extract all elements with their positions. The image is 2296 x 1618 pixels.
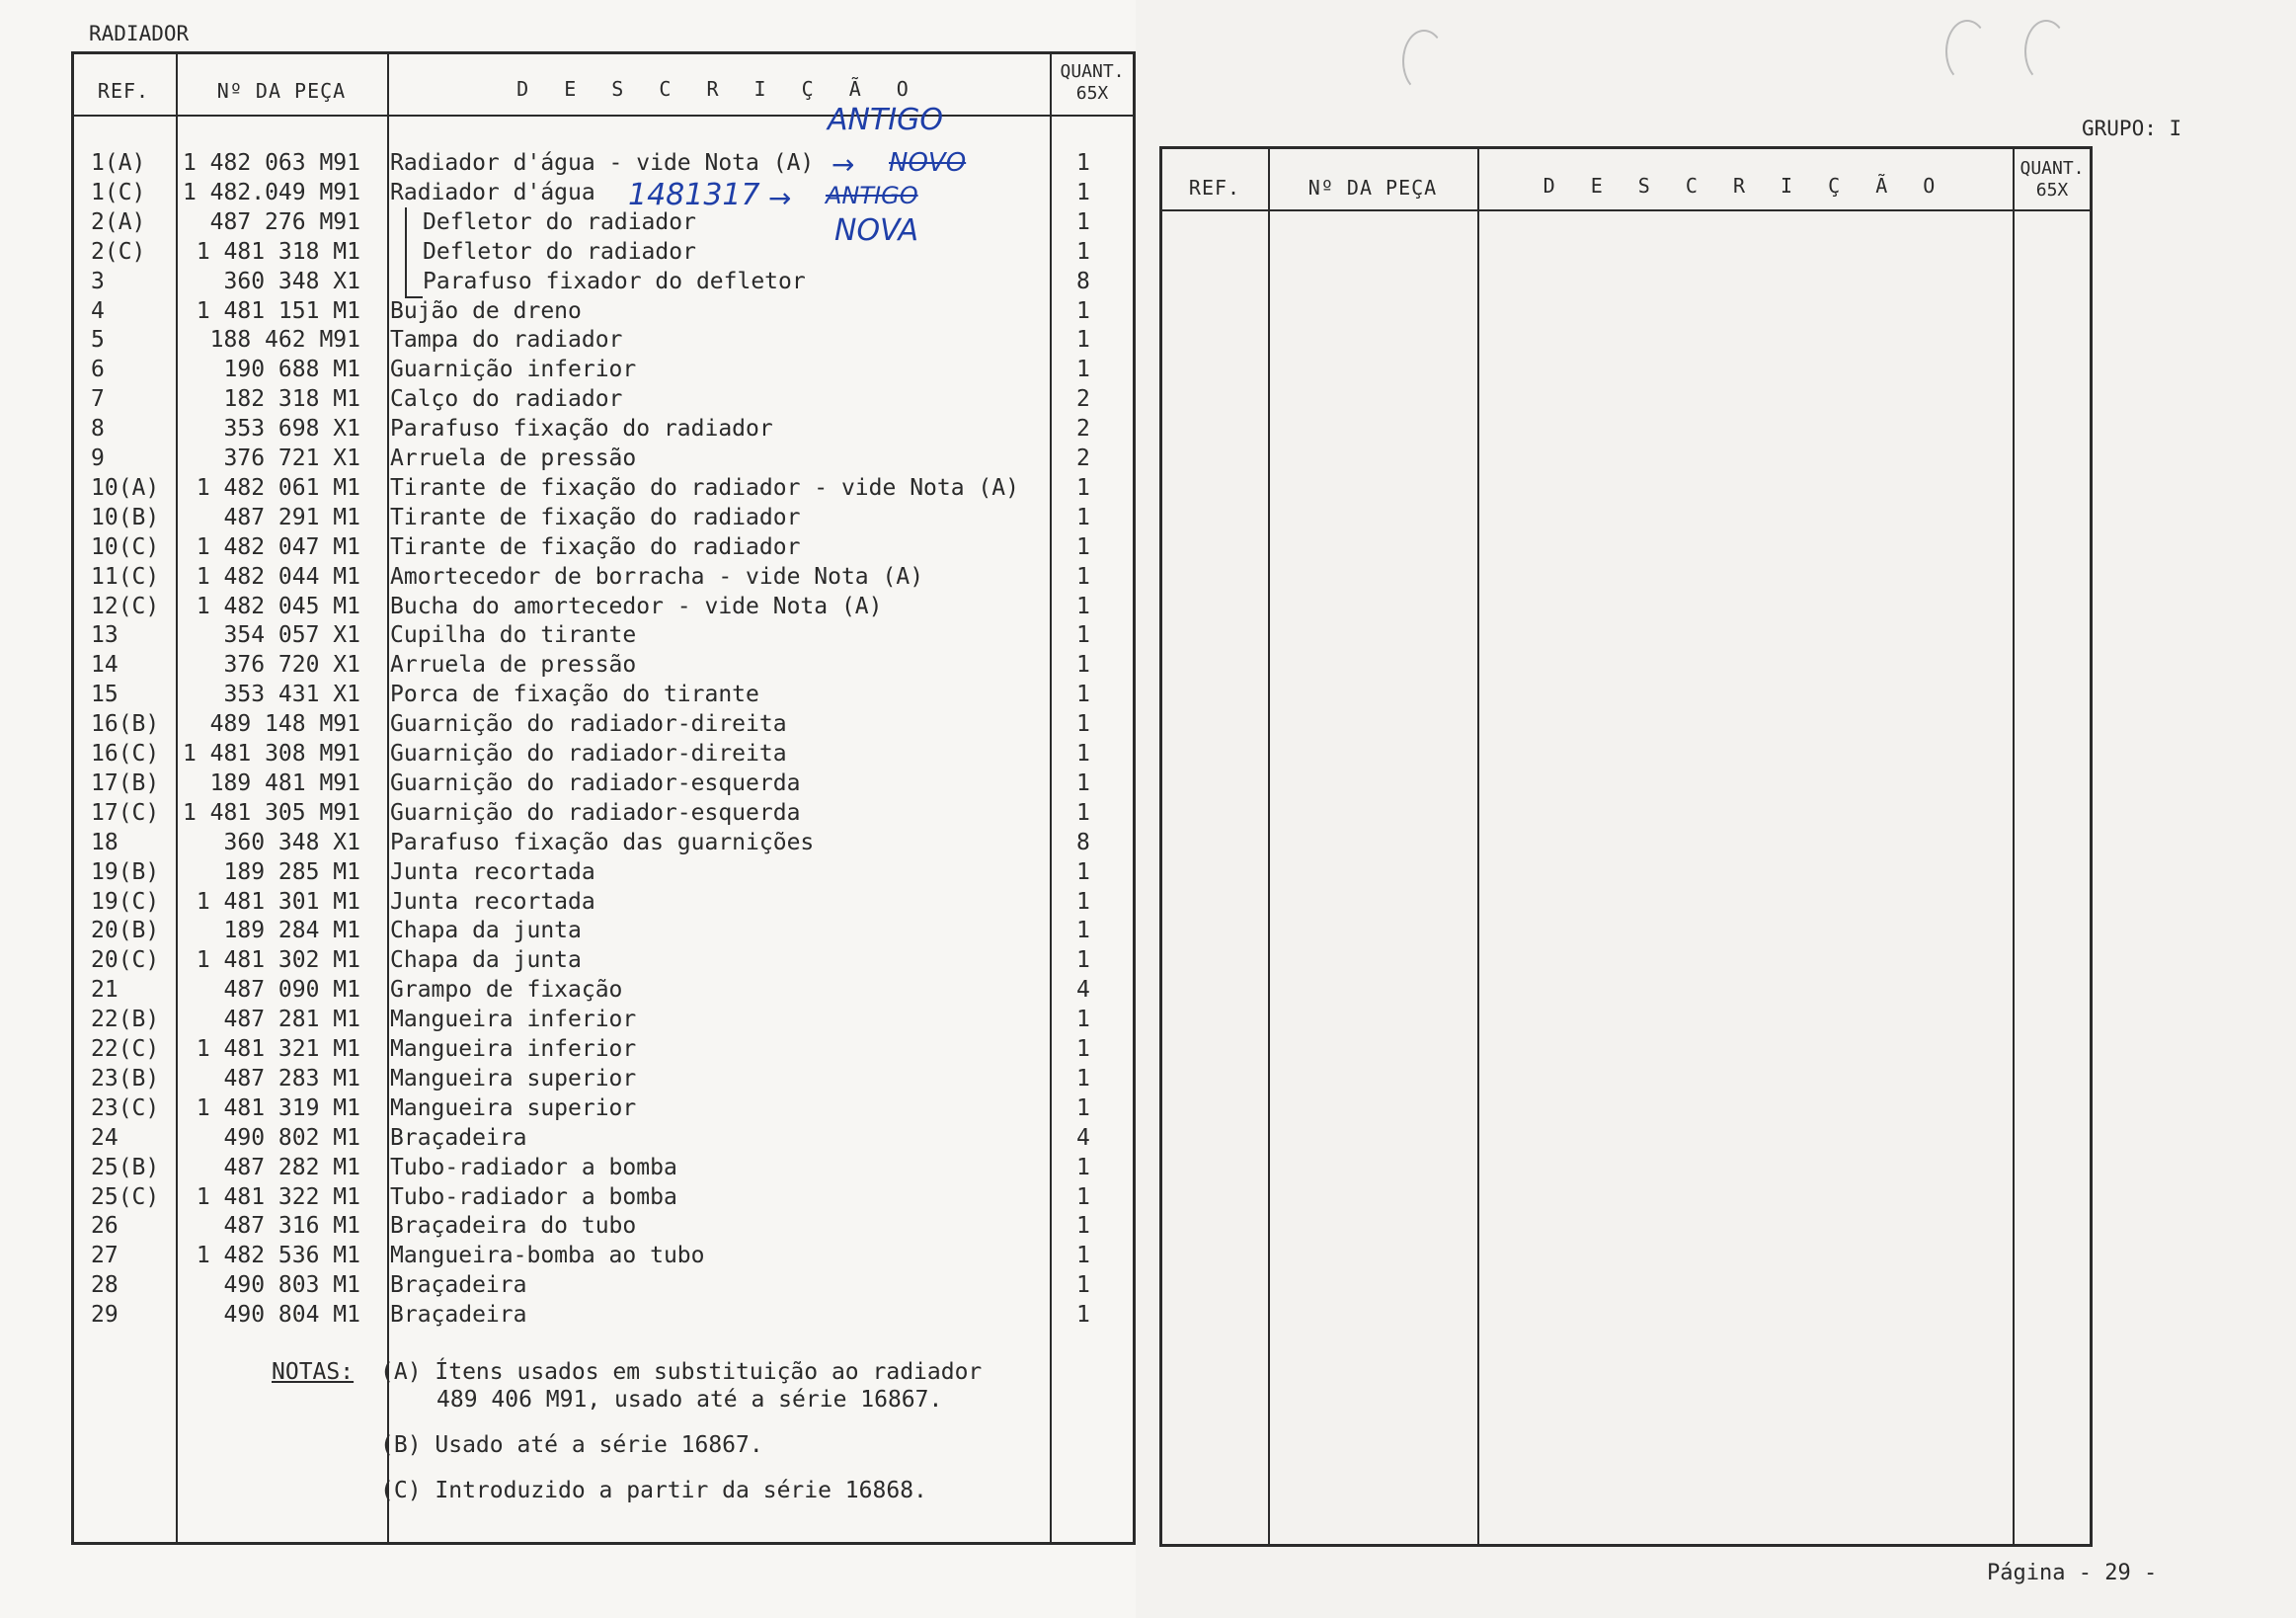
row-ref: 17(C) [91, 799, 160, 826]
row-quantity: 1 [1076, 593, 1090, 619]
row-quantity: 1 [1076, 888, 1090, 915]
row-ref: 1(A) [91, 150, 146, 176]
row-quantity: 1 [1076, 622, 1090, 649]
table-row [0, 178, 1136, 207]
row-quantity: 1 [1076, 682, 1090, 708]
row-ref: 1(C) [91, 179, 146, 205]
row-ref: 22(B) [91, 1007, 160, 1033]
row-part-number: 1 481 321 M1 [196, 1036, 360, 1062]
row-part-number: 1 481 308 M91 [182, 741, 360, 767]
right-header-ref: REF. [1188, 176, 1241, 200]
row-part-number: 1 482 047 M1 [196, 533, 360, 560]
row-part-number: 490 803 M1 [223, 1272, 360, 1299]
row-part-number: 487 283 M1 [223, 1065, 360, 1092]
row-description: Radiador d'água - vide Nota (A) [390, 150, 815, 176]
row-description: Tampa do radiador [390, 327, 623, 354]
table-row [0, 1093, 1136, 1123]
row-quantity: 4 [1076, 1124, 1090, 1151]
row-part-number: 487 090 M1 [223, 977, 360, 1004]
row-ref: 13 [91, 622, 119, 649]
row-description: Chapa da junta [390, 947, 582, 974]
row-part-number: 376 721 X1 [223, 445, 360, 471]
row-quantity: 1 [1076, 533, 1090, 560]
right-table-frame [1159, 146, 2093, 1547]
row-part-number: 1 482 045 M1 [196, 593, 360, 619]
row-ref: 27 [91, 1243, 119, 1269]
row-part-number: 489 148 M91 [209, 711, 360, 738]
table-row [0, 503, 1136, 532]
row-description: Tirante de fixação do radiador - vide Nota (A) [390, 474, 1019, 501]
table-row [0, 975, 1136, 1005]
table-row [0, 1005, 1136, 1034]
row-description: Defletor do radiador [423, 208, 696, 235]
row-description: Parafuso fixador do defletor [423, 268, 806, 294]
right-header-divider [1159, 209, 2093, 211]
right-header-description: D E S C R I Ç Ã O [1543, 174, 1947, 198]
right-header-part: Nº DA PEÇA [1307, 176, 1438, 200]
row-quantity: 1 [1076, 1036, 1090, 1062]
table-row [0, 945, 1136, 975]
row-description: Parafuso fixação do radiador [390, 416, 773, 443]
row-description: Tirante de fixação do radiador [390, 533, 801, 560]
row-ref: 19(B) [91, 858, 160, 885]
row-description: Braçadeira [390, 1124, 527, 1151]
row-part-number: 1 482 061 M1 [196, 474, 360, 501]
row-description: Mangueira inferior [390, 1036, 637, 1062]
row-description: Parafuso fixação das guarnições [390, 829, 815, 855]
header-description: D E S C R I Ç Ã O [516, 77, 920, 101]
table-row [0, 296, 1136, 326]
row-ref: 18 [91, 829, 119, 855]
row-part-number: 1 482 536 M1 [196, 1243, 360, 1269]
header-quant: QUANT. 65X [1060, 61, 1125, 104]
table-row [0, 1300, 1136, 1330]
row-quantity: 1 [1076, 1243, 1090, 1269]
row-quantity: 1 [1076, 504, 1090, 530]
table-row [0, 1241, 1136, 1270]
row-quantity: 1 [1076, 1094, 1090, 1121]
row-ref: 23(B) [91, 1065, 160, 1092]
row-part-number: 490 802 M1 [223, 1124, 360, 1151]
table-row [0, 769, 1136, 798]
row-ref: 29 [91, 1302, 119, 1329]
row-part-number: 1 481 318 M1 [196, 238, 360, 265]
row-quantity: 4 [1076, 977, 1090, 1004]
row-ref: 19(C) [91, 888, 160, 915]
row-quantity: 2 [1076, 416, 1090, 443]
row-quantity: 1 [1076, 179, 1090, 205]
row-quantity: 1 [1076, 238, 1090, 265]
row-quantity: 1 [1076, 711, 1090, 738]
table-row [0, 1153, 1136, 1182]
row-part-number: 1 481 301 M1 [196, 888, 360, 915]
row-ref: 24 [91, 1124, 119, 1151]
grouping-bracket [405, 207, 407, 298]
row-quantity: 1 [1076, 652, 1090, 679]
handwritten-antigo: ANTIGO [828, 103, 943, 137]
row-description: Defletor do radiador [423, 238, 696, 265]
note-b: (B) Usado até a série 16867. [380, 1432, 763, 1458]
grouping-bracket-foot [405, 296, 423, 298]
row-quantity: 1 [1076, 1183, 1090, 1210]
row-description: Guarnição do radiador-esquerda [390, 799, 801, 826]
table-row [0, 562, 1136, 592]
row-description: Amortecedor de borracha - vide Nota (A) [390, 563, 924, 590]
table-row [0, 620, 1136, 650]
table-row [0, 857, 1136, 887]
row-quantity: 2 [1076, 386, 1090, 413]
row-ref: 10(A) [91, 474, 160, 501]
row-ref: 4 [91, 297, 105, 324]
row-quantity: 1 [1076, 563, 1090, 590]
row-quantity: 1 [1076, 327, 1090, 354]
table-row [0, 680, 1136, 709]
row-quantity: 1 [1076, 150, 1090, 176]
row-part-number: 353 698 X1 [223, 416, 360, 443]
row-description: Junta recortada [390, 888, 595, 915]
row-ref: 5 [91, 327, 105, 354]
note-a-line2: 489 406 M91, usado até a série 16867. [436, 1387, 943, 1413]
row-ref: 14 [91, 652, 119, 679]
row-part-number: 487 282 M1 [223, 1154, 360, 1180]
row-part-number: 1 481 322 M1 [196, 1183, 360, 1210]
row-quantity: 1 [1076, 947, 1090, 974]
row-description: Cupilha do tirante [390, 622, 637, 649]
row-quantity: 1 [1076, 769, 1090, 796]
row-ref: 10(B) [91, 504, 160, 530]
row-quantity: 1 [1076, 1272, 1090, 1299]
table-row [0, 444, 1136, 473]
row-quantity: 1 [1076, 1065, 1090, 1092]
handwritten-nova: NOVA [834, 213, 919, 248]
row-description: Tubo-radiador a bomba [390, 1183, 677, 1210]
row-quantity: 8 [1076, 268, 1090, 294]
row-ref: 9 [91, 445, 105, 471]
row-quantity: 1 [1076, 741, 1090, 767]
right-page [1136, 0, 2296, 1618]
punch-hole [1402, 30, 1446, 93]
row-description: Porca de fixação do tirante [390, 682, 759, 708]
right-col-divider-ref [1268, 146, 1270, 1547]
row-description: Mangueira-bomba ao tubo [390, 1243, 705, 1269]
row-description: Junta recortada [390, 858, 595, 885]
row-part-number: 188 462 M91 [209, 327, 360, 354]
table-row [0, 267, 1136, 296]
table-row [0, 1182, 1136, 1212]
row-part-number: 182 318 M1 [223, 386, 360, 413]
notes-label: NOTAS: [272, 1359, 355, 1385]
row-description: Braçadeira do tubo [390, 1213, 637, 1240]
row-quantity: 1 [1076, 1302, 1090, 1329]
table-row [0, 473, 1136, 503]
row-description: Guarnição do radiador-direita [390, 711, 787, 738]
row-ref: 8 [91, 416, 105, 443]
row-description: Arruela de pressão [390, 652, 637, 679]
row-ref: 16(B) [91, 711, 160, 738]
row-ref: 6 [91, 357, 105, 383]
row-description: Guarnição do radiador-direita [390, 741, 787, 767]
row-description: Guarnição inferior [390, 357, 637, 383]
table-row [0, 1270, 1136, 1300]
row-part-number: 189 285 M1 [223, 858, 360, 885]
punch-hole [2024, 20, 2068, 83]
row-ref: 12(C) [91, 593, 160, 619]
table-row [0, 1064, 1136, 1093]
table-row [0, 237, 1136, 267]
row-ref: 28 [91, 1272, 119, 1299]
row-description: Arruela de pressão [390, 445, 637, 471]
row-part-number: 1 482.049 M91 [182, 179, 360, 205]
row-quantity: 1 [1076, 918, 1090, 944]
right-header-quant: QUANT. 65X [2019, 158, 2085, 201]
row-part-number: 1 482 063 M91 [182, 150, 360, 176]
table-row [0, 414, 1136, 444]
table-row [0, 384, 1136, 414]
table-row [0, 887, 1136, 917]
row-ref: 17(B) [91, 769, 160, 796]
table-row [0, 650, 1136, 680]
row-part-number: 376 720 X1 [223, 652, 360, 679]
header-ref: REF. [97, 79, 150, 103]
row-ref: 25(B) [91, 1154, 160, 1180]
row-ref: 21 [91, 977, 119, 1004]
header-divider [71, 115, 1136, 117]
table-row [0, 1034, 1136, 1064]
row-quantity: 1 [1076, 357, 1090, 383]
section-title: RADIADOR [89, 22, 190, 45]
row-part-number: 360 348 X1 [223, 829, 360, 855]
table-row [0, 798, 1136, 828]
row-part-number: 487 281 M1 [223, 1007, 360, 1033]
row-part-number: 487 291 M1 [223, 504, 360, 530]
row-part-number: 354 057 X1 [223, 622, 360, 649]
right-col-divider-part [1477, 146, 1479, 1547]
right-col-divider-quant [2013, 146, 2015, 1547]
row-part-number: 487 316 M1 [223, 1213, 360, 1240]
handwritten-arrow-2: → [768, 182, 792, 214]
row-description: Braçadeira [390, 1272, 527, 1299]
row-part-number: 360 348 X1 [223, 268, 360, 294]
row-quantity: 2 [1076, 445, 1090, 471]
row-description: Mangueira inferior [390, 1007, 637, 1033]
row-part-number: 487 276 M91 [209, 208, 360, 235]
row-quantity: 8 [1076, 829, 1090, 855]
header-part: Nº DA PEÇA [216, 79, 347, 103]
row-quantity: 1 [1076, 799, 1090, 826]
row-part-number: 1 481 151 M1 [196, 297, 360, 324]
row-part-number: 190 688 M1 [223, 357, 360, 383]
table-row [0, 325, 1136, 355]
row-ref: 25(C) [91, 1183, 160, 1210]
table-row [0, 207, 1136, 237]
table-row [0, 739, 1136, 769]
row-ref: 3 [91, 268, 105, 294]
row-quantity: 1 [1076, 1007, 1090, 1033]
row-description: Bucha do amortecedor - vide Nota (A) [390, 593, 883, 619]
row-description: Radiador d'água [390, 179, 595, 205]
row-part-number: 1 482 044 M1 [196, 563, 360, 590]
left-page [0, 0, 1136, 1618]
punch-hole [1945, 20, 1989, 83]
row-ref: 2(C) [91, 238, 146, 265]
row-description: Braçadeira [390, 1302, 527, 1329]
row-part-number: 189 481 M91 [209, 769, 360, 796]
row-description: Bujão de dreno [390, 297, 582, 324]
row-part-number: 1 481 305 M91 [182, 799, 360, 826]
row-quantity: 1 [1076, 858, 1090, 885]
note-c: (C) Introduzido a partir da série 16868. [380, 1478, 927, 1503]
row-quantity: 1 [1076, 297, 1090, 324]
row-ref: 22(C) [91, 1036, 160, 1062]
row-quantity: 1 [1076, 474, 1090, 501]
row-quantity: 1 [1076, 208, 1090, 235]
row-ref: 26 [91, 1213, 119, 1240]
handwritten-struck-novo: NOVO [889, 148, 967, 178]
row-description: Tubo-radiador a bomba [390, 1154, 677, 1180]
row-ref: 15 [91, 682, 119, 708]
row-part-number: 1 481 302 M1 [196, 947, 360, 974]
row-ref: 7 [91, 386, 105, 413]
row-part-number: 189 284 M1 [223, 918, 360, 944]
row-description: Tirante de fixação do radiador [390, 504, 801, 530]
table-row [0, 709, 1136, 739]
row-ref: 20(C) [91, 947, 160, 974]
row-ref: 11(C) [91, 563, 160, 590]
row-part-number: 1 481 319 M1 [196, 1094, 360, 1121]
row-ref: 20(B) [91, 918, 160, 944]
table-row [0, 916, 1136, 945]
row-description: Mangueira superior [390, 1094, 637, 1121]
row-description: Guarnição do radiador-esquerda [390, 769, 801, 796]
note-a-line1: (A) Ítens usados em substituição ao radiador [380, 1359, 983, 1385]
row-quantity: 1 [1076, 1213, 1090, 1240]
row-ref: 16(C) [91, 741, 160, 767]
group-label: GRUPO: I [2082, 117, 2182, 140]
row-description: Grampo de fixação [390, 977, 623, 1004]
table-row [0, 828, 1136, 857]
table-row [0, 1123, 1136, 1153]
handwritten-arrow-1: → [831, 148, 855, 181]
row-ref: 2(A) [91, 208, 146, 235]
row-description: Calço do radiador [390, 386, 623, 413]
page-number: Página - 29 - [1987, 1561, 2158, 1585]
row-quantity: 1 [1076, 1154, 1090, 1180]
row-ref: 10(C) [91, 533, 160, 560]
table-row [0, 355, 1136, 384]
handwritten-part-number: 1481317 [628, 178, 760, 212]
row-part-number: 490 804 M1 [223, 1302, 360, 1329]
row-part-number: 353 431 X1 [223, 682, 360, 708]
row-description: Chapa da junta [390, 918, 582, 944]
row-ref: 23(C) [91, 1094, 160, 1121]
table-row [0, 532, 1136, 562]
handwritten-struck-antigo: ANTIGO [826, 182, 918, 209]
row-description: Mangueira superior [390, 1065, 637, 1092]
table-row [0, 1211, 1136, 1241]
table-row [0, 592, 1136, 621]
